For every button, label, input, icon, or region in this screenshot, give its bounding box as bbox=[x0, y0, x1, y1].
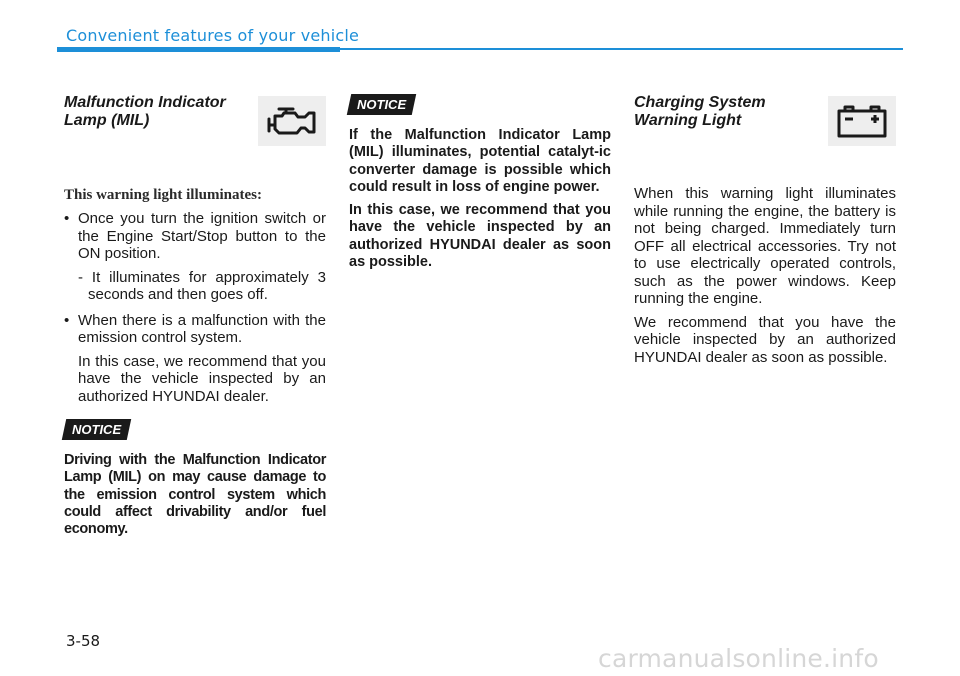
charging-title bbox=[634, 94, 814, 130]
charging-title-line2: Warning Light bbox=[634, 112, 742, 129]
mil-bullet-1: • Once you turn the ignition switch or the Engine Start/Stop button to the ON position. bbox=[78, 210, 326, 262]
mil-notice bbox=[64, 419, 326, 538]
notice-badge bbox=[347, 94, 417, 115]
notice-badge bbox=[62, 419, 132, 440]
mil-bullet-2-paragraph: In this case, we recommend that you have the vehicle inspected by an authorized HYUNDAI dealer. bbox=[78, 352, 326, 405]
notice-badge-label: NOTICE bbox=[357, 97, 407, 112]
battery-icon bbox=[828, 96, 896, 146]
engine-check-icon bbox=[258, 96, 326, 146]
notice-badge-label: NOTICE bbox=[72, 422, 122, 437]
mil-subhead: This warning light illuminates: bbox=[64, 187, 262, 203]
mil-title-line1: Malfunction Indicator bbox=[64, 94, 226, 111]
charging-para-1: When this warning light illuminates while running the engine, the battery is not being charged. Immediately turn OFF all electrical accessories. Try not to use electrically operated controls, such as the power windows. Keep running the engine. bbox=[634, 185, 896, 307]
mil-bullet-1-note: - It illuminates for approximately 3 seconds and then goes off. bbox=[78, 268, 326, 303]
header-rule-thin bbox=[340, 48, 903, 50]
middle-notice-section bbox=[349, 94, 611, 271]
middle-notice-para-1: If the Malfunction Indicator Lamp (MIL) illuminates, potential catalyt-ic converter damage is possible which could result in loss of engine power. bbox=[349, 127, 611, 195]
watermark: carmanualsonline.info bbox=[598, 644, 879, 673]
mil-notice-text: Driving with the Malfunction Indicator Lamp (MIL) on may cause damage to the emission control system which could affect drivability and/or fuel economy. bbox=[64, 452, 326, 538]
charging-section bbox=[634, 94, 896, 366]
mil-section bbox=[64, 94, 326, 538]
page-section-title: Convenient features of your vehicle bbox=[66, 26, 360, 45]
mil-bullet-2: • When there is a malfunction with the emission control system. bbox=[78, 311, 326, 346]
header-rule-thick bbox=[57, 47, 340, 52]
mil-conditions-list bbox=[64, 210, 326, 405]
list-item bbox=[64, 210, 326, 304]
list-item bbox=[64, 312, 326, 406]
charging-title-line1: Charging System bbox=[634, 94, 766, 111]
mil-title-line2: Lamp (MIL) bbox=[64, 112, 150, 129]
page-number: 3-58 bbox=[66, 632, 101, 650]
charging-para-2: We recommend that you have the vehicle inspected by an authorized HYUNDAI dealer as soon as possible. bbox=[634, 313, 896, 366]
middle-notice-para-2: In this case, we recommend that you have the vehicle inspected by an authorized HYUNDAI dealer as soon as possible. bbox=[349, 202, 611, 271]
mil-title bbox=[64, 94, 244, 130]
